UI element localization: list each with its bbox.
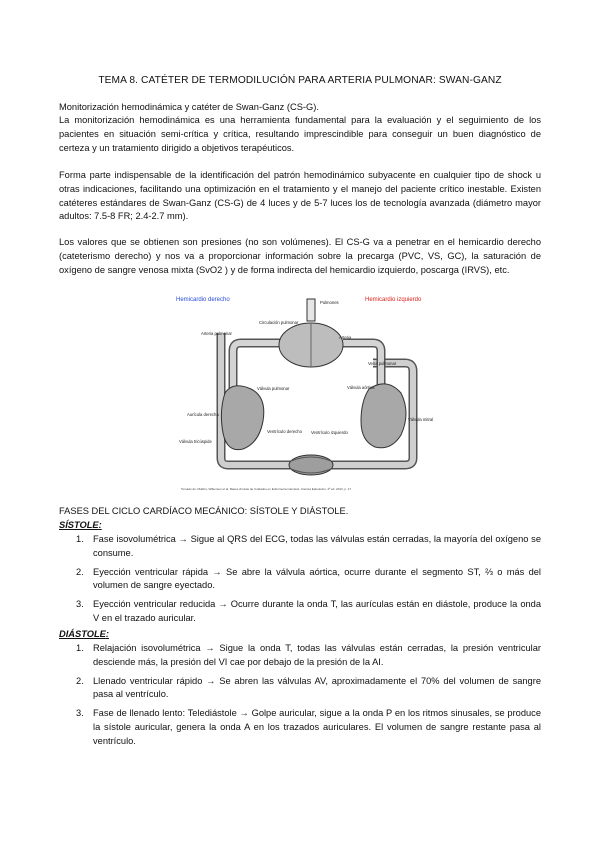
- systole-list: [59, 533, 541, 631]
- diastole-list: [59, 642, 541, 754]
- list-item: [59, 533, 541, 561]
- diastole-heading: [59, 629, 109, 639]
- list-item-text: Llenado ventricular rápido → Se abren las válvulas AV, aproximadamente el 70% del volumen de sangre pasa al ventrículo.: [93, 675, 541, 700]
- label-valvula-pulmonar: Válvula pulmonar: [257, 386, 290, 391]
- label-pulmones: Pulmones: [320, 300, 339, 305]
- list-item: [59, 598, 541, 626]
- page-title: TEMA 8. CATÉTER DE TERMODILUCIÓN PARA ARTERIA PULMONAR: SWAN-GANZ: [98, 75, 502, 86]
- list-item-number: 2.: [76, 566, 84, 577]
- label-ventriculo-derecho: Ventrículo derecho: [267, 429, 302, 434]
- label-valvula-tricuspide: Válvula tricúspide: [179, 439, 212, 444]
- diastole-label: DIÁSTOLE: [59, 629, 106, 639]
- phases-title: FASES DEL CICLO CARDÍACO MECÁNICO: SÍSTOLE Y DIÁSTOLE.: [59, 506, 349, 516]
- circulation-diagram: [173, 293, 435, 499]
- list-item-number: 2.: [76, 675, 84, 686]
- shock-paragraph: Forma parte indispensable de la identificación del patrón hemodinámico subyacente en cualquier tipo de shock u otras indicaciones, facilitando una optimización en el tratamiento y el manejo del paciente crítico inestable. Existen catéteres estándares de Swan-Ganz (CS-G) de 4 luces y de 5-7 luces los de tecnología avanzada (diámetro mayor adultos: 7.5-8 FR; 2.4-2.7 mm).: [59, 170, 541, 222]
- list-item: [59, 642, 541, 670]
- values-paragraph: Los valores que se obtienen son presiones (no son volúmenes). El CS-G va a penetrar en el hemicardio derecho (cateterismo derecho) y nos va a proporcionar información sobre la precarga (PVC, VS, GC), la saturación de oxígeno de sangre venosa mixta (SvO2 ) y de forma indirecta del hemicardio izquierdo, poscarga (IRVS), etc.: [59, 237, 541, 275]
- intro-paragraph: La monitorización hemodinámica es una herramienta fundamental para la evaluación y el seguimiento de los pacientes en situación semi-crítica y crítica, resultando imprescindible para conseguir un buen diagnóstico de certeza y un tratamiento dirigido a objetivos terapéuticos.: [59, 115, 541, 153]
- label-arteria-pulmonar: Arteria pulmonar: [201, 331, 232, 336]
- systole-heading: [59, 520, 102, 530]
- list-item: [59, 707, 541, 748]
- systole-label: SÍSTOLE: [59, 520, 99, 530]
- list-item-text: Fase isovolumétrica → Sigue al QRS del ECG, todas las válvulas están cerradas, la mayoría del oxígeno se consume.: [93, 534, 541, 558]
- label-auricula-derecha: Aurícula derecha: [187, 412, 219, 417]
- figure-source: Tomado de: Mullins, Wilkerson et al. Bases clínicas de Cuidados en Enfermería intensiva. Ciencia Educación, 4ª ed. 2013, p. 17: [181, 487, 352, 491]
- list-item-number: 3.: [76, 599, 84, 610]
- list-item-text: Relajación isovolumétrica → Sigue la onda T, todas las válvulas están cerradas, la presión ventricular desciende más, la presión del VI cae por debajo de la presión de la AI.: [93, 643, 541, 667]
- list-item-number: 1.: [76, 534, 84, 544]
- caption-hemicardio-izquierdo: Hemicardio izquierdo: [365, 297, 422, 303]
- diastole-colon: :: [105, 629, 109, 639]
- list-item: [59, 566, 541, 594]
- intro-heading: Monitorización hemodinámica y catéter de Swan-Ganz (CS-G).: [59, 102, 319, 112]
- list-item: [59, 675, 541, 703]
- label-arteria: Arteria: [339, 335, 352, 340]
- label-vena-pulmonar: Vena pulmonar: [368, 361, 397, 366]
- label-valvula-aortica: Válvula aórtica: [347, 385, 375, 390]
- list-item-text: Fase de llenado lento: Telediástole → Golpe auricular, sigue a la onda P en los ritmos sinusales, se produce la sístole auricular, genera la onda A en los trazados auriculares. El volumen de sangre restante pasa al ventrículo.: [93, 708, 541, 746]
- label-valvula-mitral: Válvula mitral: [408, 417, 434, 422]
- list-item-number: 3.: [76, 708, 84, 719]
- caption-hemicardio-derecho: Hemicardio derecho: [176, 297, 230, 303]
- list-item-number: 1.: [76, 643, 84, 653]
- systole-colon: :: [98, 520, 102, 530]
- list-item-text: Eyección ventricular rápida → Se abre la válvula aórtica, ocurre durante el segmento ST, ⅔ o más del volumen de sangre eyectado.: [93, 566, 541, 591]
- label-ventriculo-izquierdo: Ventrículo izquierdo: [311, 430, 348, 435]
- label-circulacion-pulmonar: Circulación pulmonar: [259, 320, 299, 325]
- list-item-text: Eyección ventricular reducida → Ocurre durante la onda T, las aurículas están en diástole, produce la onda V en el trazado auricular.: [93, 599, 541, 623]
